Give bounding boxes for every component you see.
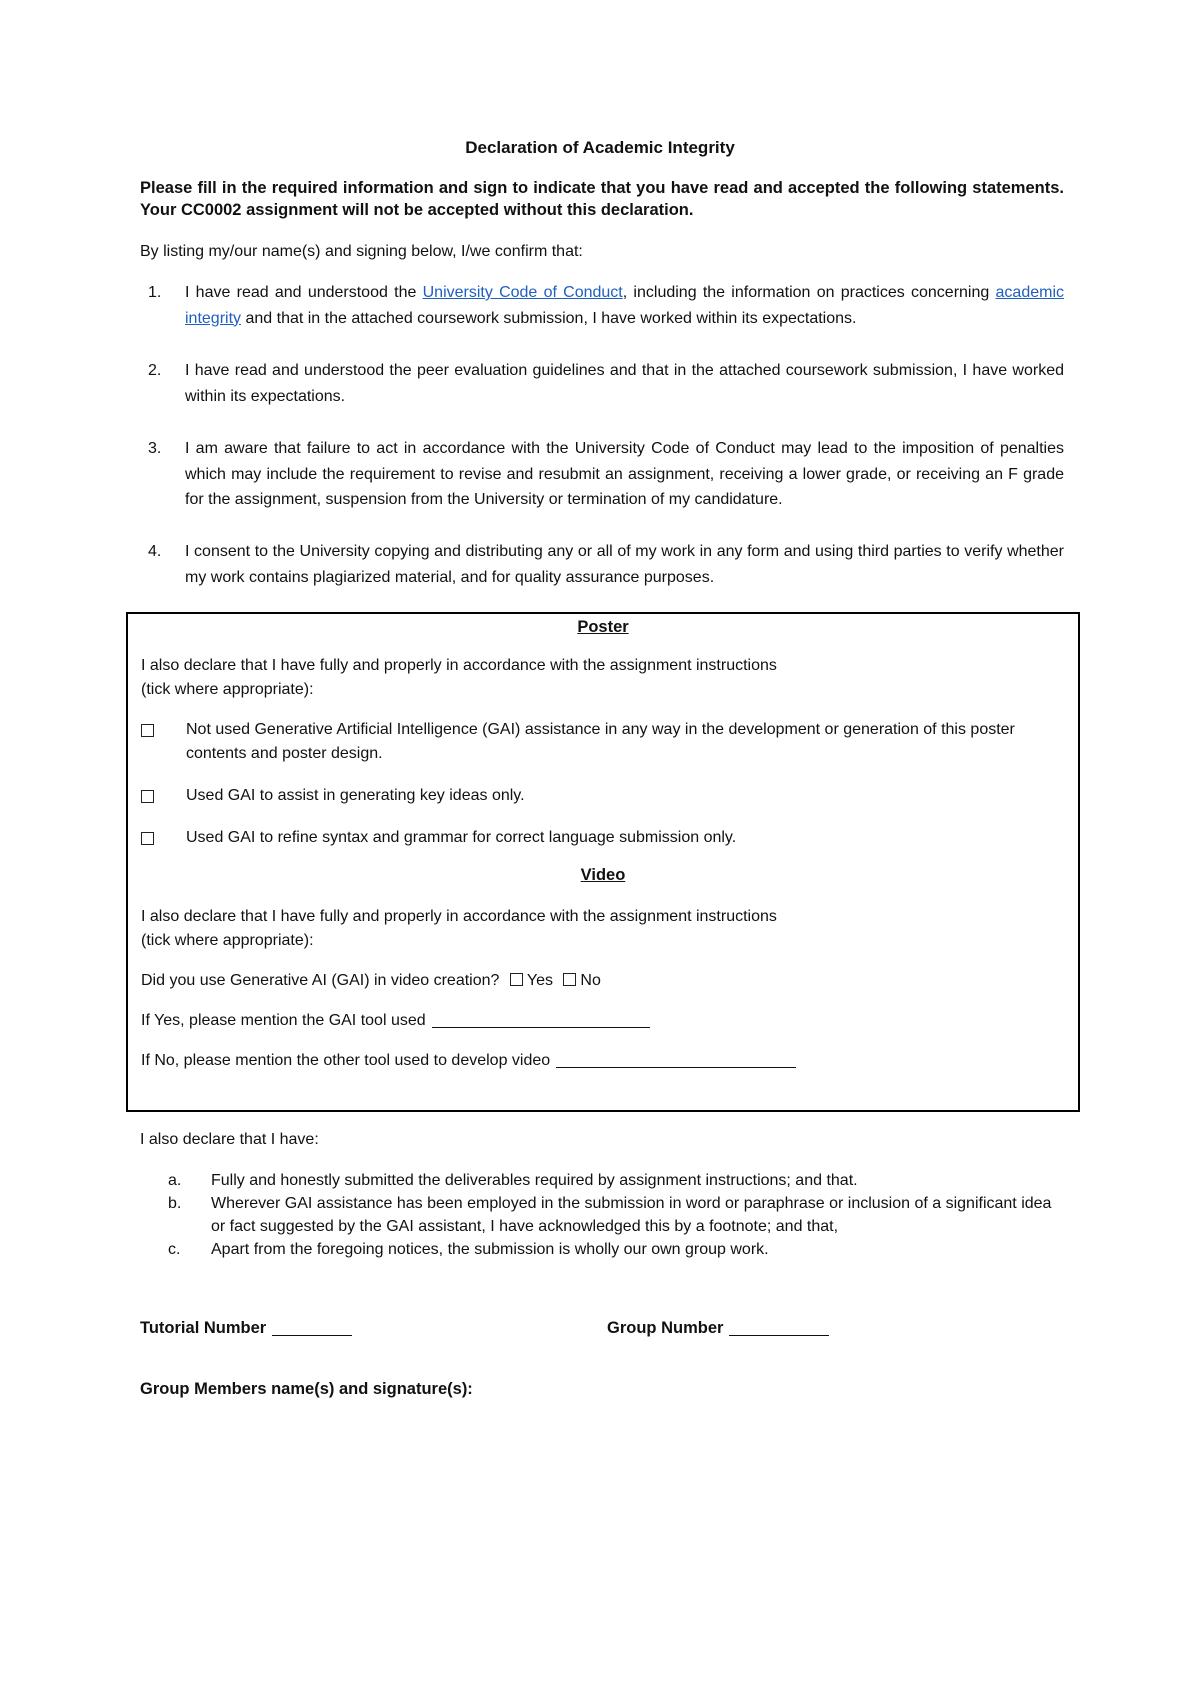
group-number-blank[interactable] bbox=[729, 1318, 829, 1336]
group-members-label: Group Members name(s) and signature(s): bbox=[140, 1380, 473, 1398]
tutorial-number-blank[interactable] bbox=[272, 1318, 352, 1336]
statement-number: 4. bbox=[148, 543, 162, 560]
gai-declaration-box bbox=[126, 612, 1080, 1112]
no-label: No bbox=[580, 972, 601, 989]
academic-integrity-link[interactable]: academic integrity bbox=[185, 284, 1064, 327]
if-no-row bbox=[141, 1049, 796, 1073]
statement-text: I consent to the University copying and distributing any or all of my work in any form and using third parties to verify whether my work contains plagiarized material, and for quality assurance purposes. bbox=[185, 543, 1064, 586]
option-label: Not used Generative Artificial Intelligence (GAI) assistance in any way in the development or generation of this poster contents and poster design. bbox=[186, 721, 1015, 762]
gai-tool-blank[interactable] bbox=[432, 1010, 650, 1028]
statement-text: , including the information on practices concerning bbox=[622, 284, 996, 301]
code-of-conduct-link[interactable]: University Code of Conduct bbox=[422, 284, 623, 301]
statement-text: I have read and understood the peer evaluation guidelines and that in the attached coursework submission, I have worked within its expectations. bbox=[185, 362, 1064, 405]
other-tool-blank[interactable] bbox=[556, 1050, 796, 1068]
if-yes-row bbox=[141, 1009, 650, 1033]
statement-1 bbox=[140, 280, 1064, 331]
statement-2 bbox=[140, 358, 1064, 409]
video-gai-question bbox=[141, 969, 601, 993]
also-item-c bbox=[168, 1239, 1068, 1262]
statement-3 bbox=[140, 436, 1064, 513]
also-item-b bbox=[168, 1193, 1068, 1238]
statement-number: 2. bbox=[148, 362, 162, 379]
statement-text: I have read and understood the bbox=[185, 284, 423, 301]
yes-checkbox[interactable] bbox=[510, 973, 523, 986]
intro-instructions: Please fill in the required information and sign to indicate that you have read and accepted the following statements. Your CC0002 assignment will not be accepted without this declaration. bbox=[140, 179, 1064, 219]
if-yes-label: If Yes, please mention the GAI tool used bbox=[141, 1012, 426, 1029]
item-text: Fully and honestly submitted the deliverables required by assignment instructions; and that. bbox=[211, 1172, 858, 1189]
item-letter: a. bbox=[168, 1172, 182, 1189]
tutorial-number-field bbox=[140, 1318, 352, 1338]
statement-number: 3. bbox=[148, 440, 162, 457]
poster-tick-note: (tick where appropriate): bbox=[141, 681, 314, 698]
poster-heading: Poster bbox=[577, 618, 629, 636]
yes-label: Yes bbox=[526, 972, 553, 989]
also-item-a bbox=[168, 1170, 1068, 1193]
group-number-field bbox=[607, 1318, 829, 1338]
checkbox-icon[interactable] bbox=[141, 832, 154, 845]
tutorial-number-label: Tutorial Number bbox=[140, 1319, 267, 1337]
statement-text: and that in the attached coursework submission, I have worked within its expectations. bbox=[241, 309, 857, 327]
no-checkbox[interactable] bbox=[563, 973, 576, 986]
confirm-lead: By listing my/our name(s) and signing below, I/we confirm that: bbox=[140, 243, 583, 260]
poster-option-key-ideas[interactable] bbox=[141, 784, 1065, 808]
video-heading: Video bbox=[580, 866, 626, 884]
item-text: Wherever GAI assistance has been employed in the submission in word or paraphrase or inclusion of a significant idea or fact suggested by the GAI assistant, I have acknowledged this by a footnote; and that, bbox=[211, 1195, 1052, 1235]
video-declare-text: I also declare that I have fully and properly in accordance with the assignment instructions bbox=[141, 908, 777, 925]
poster-option-no-gai[interactable] bbox=[141, 718, 1065, 766]
item-letter: b. bbox=[168, 1195, 182, 1212]
item-letter: c. bbox=[168, 1241, 181, 1258]
statement-text: I am aware that failure to act in accordance with the University Code of Conduct may lead to the imposition of penalties which may include the requirement to revise and resubmit an assignment, receiving a lower grade, or receiving an F grade for the assignment, suspension from the University or termination of my candidature. bbox=[185, 440, 1064, 508]
statement-number: 1. bbox=[148, 284, 162, 301]
option-label: Used GAI to assist in generating key ideas only. bbox=[186, 787, 525, 804]
statement-4 bbox=[140, 539, 1064, 590]
also-declare-lead: I also declare that I have: bbox=[140, 1131, 319, 1148]
poster-option-syntax-grammar[interactable] bbox=[141, 826, 1065, 850]
item-text: Apart from the foregoing notices, the submission is wholly our own group work. bbox=[211, 1241, 769, 1258]
question-text: Did you use Generative AI (GAI) in video creation? bbox=[141, 972, 500, 989]
video-tick-note: (tick where appropriate): bbox=[141, 932, 314, 949]
checkbox-icon[interactable] bbox=[141, 790, 154, 803]
poster-declare-text: I also declare that I have fully and properly in accordance with the assignment instructions bbox=[141, 657, 777, 674]
if-no-label: If No, please mention the other tool used to develop video bbox=[141, 1052, 551, 1069]
checkbox-icon[interactable] bbox=[141, 724, 154, 737]
page-title: Declaration of Academic Integrity bbox=[465, 138, 735, 157]
group-number-label: Group Number bbox=[607, 1319, 724, 1337]
option-label: Used GAI to refine syntax and grammar for correct language submission only. bbox=[186, 829, 737, 846]
